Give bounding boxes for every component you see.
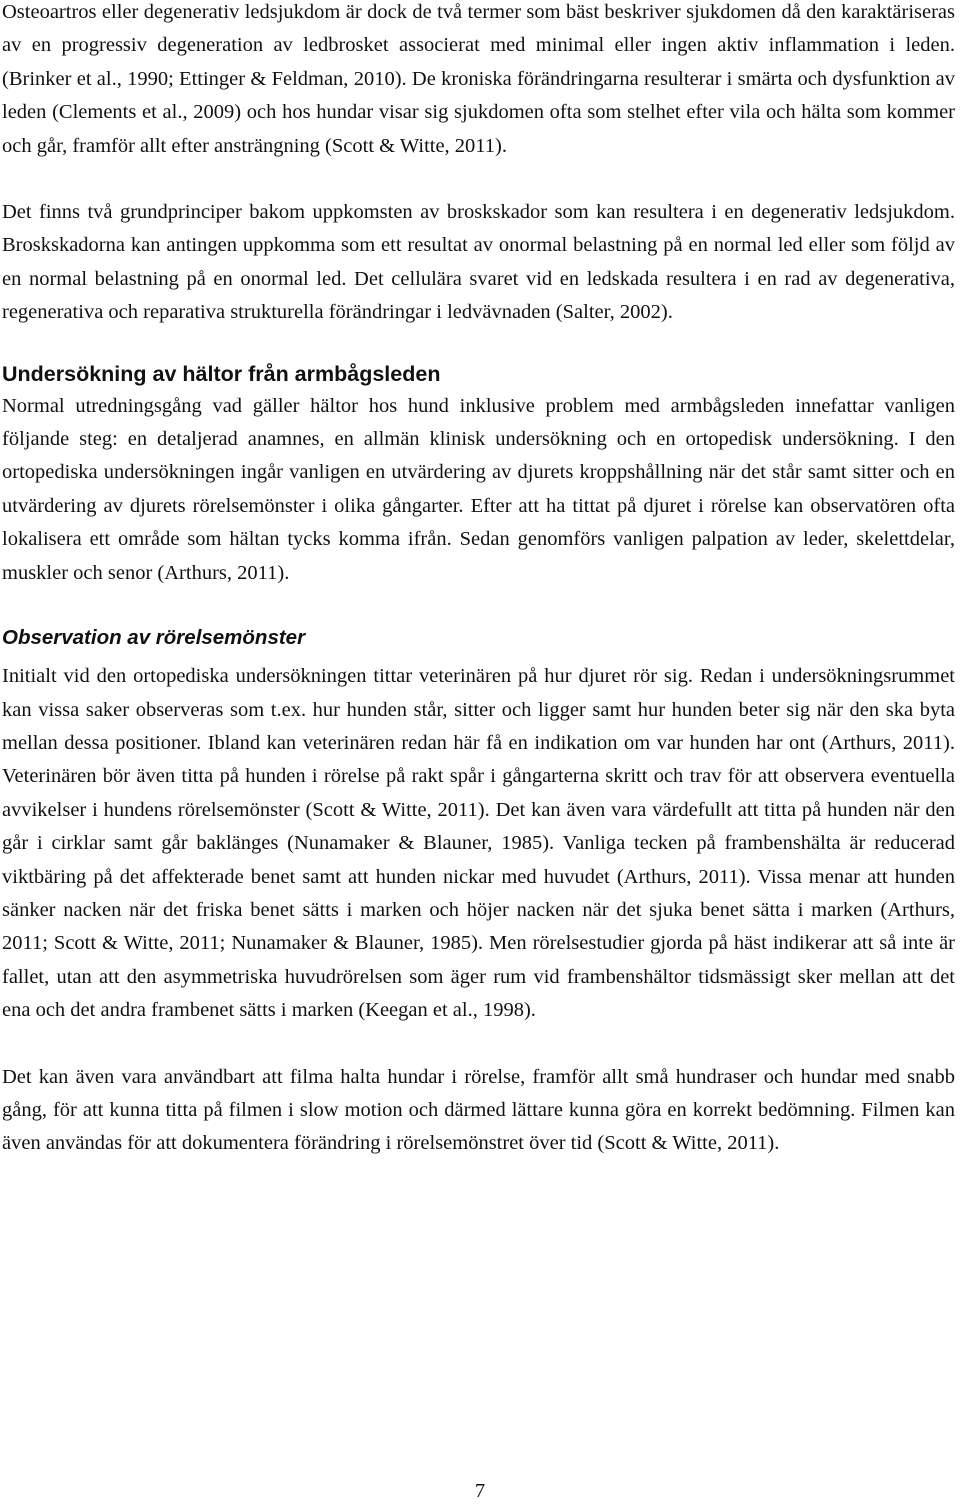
paragraph-observation: Initialt vid den ortopediska undersökningen tittar veterinären på hur djuret rör sig. Redan i undersökningsrummet kan vissa saker observeras som t.ex. hur hunden står, sitter och ligger samt hur hunden beter sig när den ska byta mellan dessa positioner. Ibland kan veterinären redan här få en indikation om var hunden har ont (Arthurs, 2011). Veterinären bör även titta på hunden i rörelse på rakt spår i gångarterna skritt och trav för att observera eventuella avvikelser i hundens rörelsemönster (Scott & Witte, 2011). Det kan även vara värdefullt att titta på hunden när den går i cirklar samt går baklänges (Nunamaker & Blauner, 1985). Vanliga tecken på frambenshälta är reducerad viktbäring på det affekterade benet samt att hunden nickar med huvudet (Arthurs, 2011). Vissa menar att hunden sänker nacken när det friska benet sätts i marken och höjer nacken när det sjuka benet sätta i marken (Arthurs, 2011; Scott & Witte, 2011; Nunamaker & Blauner, 1985). Men rörelsestudier gjorda på häst indikerar att så inte är fallet, utan att den asymmetriska huvudrörelsen som äger rum vid frambenshältor tidsmässigt sker mellan att det ena och det andra frambenet sätts i marken (Keegan et al., 1998). — [2, 665, 955, 1022]
paragraph-principles: Det finns två grundprinciper bakom uppkomsten av broskskador som kan resultera i en degenerativ ledsjukdom. Broskskadorna kan antingen uppkomma som ett resultat av onormal belastning på en normal led eller som följd av en normal belastning på en onormal led. Det cellulära svaret vid en ledskada resultera i en rad av degenerativa, regenerativa och reparativa strukturella förändringar i ledvävnaden (Salter, 2002). — [2, 201, 955, 324]
subsection-heading: Observation av rörelsemönster — [2, 626, 306, 650]
section-heading: Undersökning av hältor från armbågsleden — [2, 361, 441, 386]
paragraph-examination: Normal utredningsgång vad gäller hältor hos hund inklusive problem med armbågsleden innefattar vanligen följande steg: en detaljerad anamnes, en allmän klinisk undersökning och en ortopedisk undersökning. I den ortopediska undersökningen ingår vanligen en utvärdering av djurets kroppshållning när det står samt sitter och en utvärdering av djurets rörelsemönster i olika gångarter. Efter att ha tittat på djuret i rörelse kan observatören ofta lokalisera ett område som hältan tycks komma ifrån. Sedan genomförs vanligen palpation av leder, skelettdelar, muskler och senor (Arthurs, 2011). — [2, 394, 955, 584]
page-content — [2, 0, 955, 1161]
page-number: 7 — [474, 1480, 486, 1502]
paragraph-filming: Det kan även vara användbart att filma halta hundar i rörelse, framför allt små hundraser och hundar med snabb gång, för att kunna titta på filmen i slow motion och därmed lättare kunna göra en korrekt bedömning. Filmen kan även användas för att dokumentera förändring i rörelsemönstret över tid (Scott & Witte, 2011). — [2, 1065, 955, 1155]
paragraph-intro: Osteoartros eller degenerativ ledsjukdom är dock de två termer som bäst beskriver sjukdomen då den karaktäriseras av en progressiv degeneration av ledbrosket associerat med minimal eller ingen aktiv inflammation i leden. (Brinker et al., 1990; Ettinger & Feldman, 2010). De kroniska förändringarna resulterar i smärta och dysfunktion av leden (Clements et al., 2009) och hos hundar visar sig sjukdomen ofta som stelhet efter vila och hälta som kommer och går, framför allt efter ansträngning (Scott & Witte, 2011). — [2, 1, 955, 157]
